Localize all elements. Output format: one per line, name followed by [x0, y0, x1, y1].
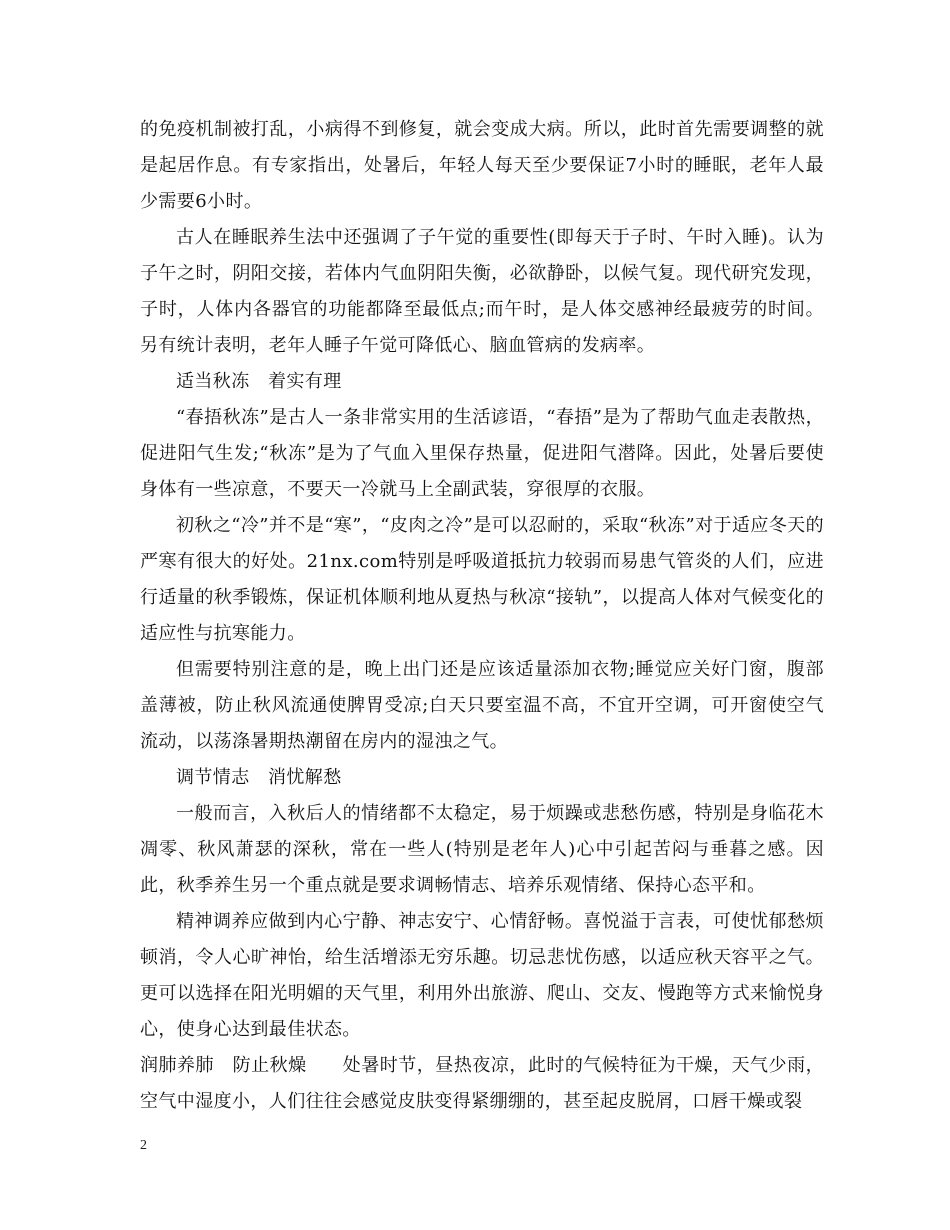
- paragraph-autumn-mood: 一般而言，入秋后人的情绪都不太稳定，易于烦躁或悲愁伤感，特别是身临花木凋零、秋风萧瑟的深秋，常在一些人(特别是老年人)心中引起苦闷与垂暮之感。因此，秋季养生另一个重点就是要求调畅情志、培养乐观情绪、保持心态平和。: [140, 803, 824, 896]
- paragraph-ziwu-sleep: 古人在睡眠养生法中还强调了子午觉的重要性(即每天于子时、午时入睡)。认为子午之时，阴阳交接，若体内气血阴阳失衡，必欲静卧，以候气复。现代研究发现，子时，人体内各器官的功能都降至最低点;而午时，是人体交感神经最疲劳的时间。另有统计表明，老年人睡子午觉可降低心、脑血管病的发病率。: [140, 227, 824, 356]
- document-body: [140, 112, 824, 1120]
- page-number: 2: [140, 1138, 147, 1153]
- paragraph-lung-care: [140, 1048, 824, 1120]
- paragraph-lung-care-text: 处暑时节，昼热夜凉，此时的气候特征为干燥，天气少雨，空气中湿度小，人们往往会感觉皮肤变得紧绷绷的，甚至起皮脱屑，口唇干燥或裂: [140, 1055, 824, 1112]
- paragraph-chunwu-qiudong: “春捂秋冻”是古人一条非常实用的生活谚语，“春捂”是为了帮助气血走表散热，促进阳气生发;“秋冻”是为了气血入里保存热量，促进阳气潜降。因此，处暑后要使身体有一些凉意，不要天一冷就马上全副武装，穿很厚的衣服。: [140, 407, 824, 500]
- paragraph-clothing-advice: 但需要特别注意的是，晚上出门还是应该适量添加衣物;睡觉应关好门窗，腹部盖薄被，防止秋风流通使脾胃受凉;白天只要室温不高，不宜开空调，可开窗使空气流动，以荡涤暑期热潮留在房内的湿浊之气。: [140, 659, 824, 752]
- paragraph-continuation: 的免疫机制被打乱，小病得不到修复，就会变成大病。所以，此时首先需要调整的就是起居作息。有专家指出，处暑后，年轻人每天至少要保证7小时的睡眠，老年人最少需要6小时。: [140, 119, 824, 212]
- section-heading-emotions: 调节情志 消忧解愁: [176, 767, 342, 788]
- inline-heading-lung-care: 润肺养肺 防止秋燥: [140, 1055, 307, 1076]
- paragraph-early-autumn-cold: 初秋之“冷”并不是“寒”，“皮肉之冷”是可以忍耐的，采取“秋冻”对于适应冬天的严寒有很大的好处。21nx.com特别是呼吸道抵抗力较弱而易患气管炎的人们，应进行适量的秋季锻炼，保证机体顺利地从夏热与秋凉“接轨”，以提高人体对气候变化的适应性与抗寒能力。: [140, 515, 824, 644]
- paragraph-mental-care: 精神调养应做到内心宁静、神志安宁、心情舒畅。喜悦溢于言表，可使忧郁愁烦顿消，令人心旷神怡，给生活增添无穷乐趣。切忌悲忧伤感，以适应秋天容平之气。更可以选择在阳光明媚的天气里，利用外出旅游、爬山、交友、慢跑等方式来愉悦身心，使身心达到最佳状态。: [140, 911, 824, 1040]
- section-heading-autumn-cold: 适当秋冻 着实有理: [176, 371, 342, 392]
